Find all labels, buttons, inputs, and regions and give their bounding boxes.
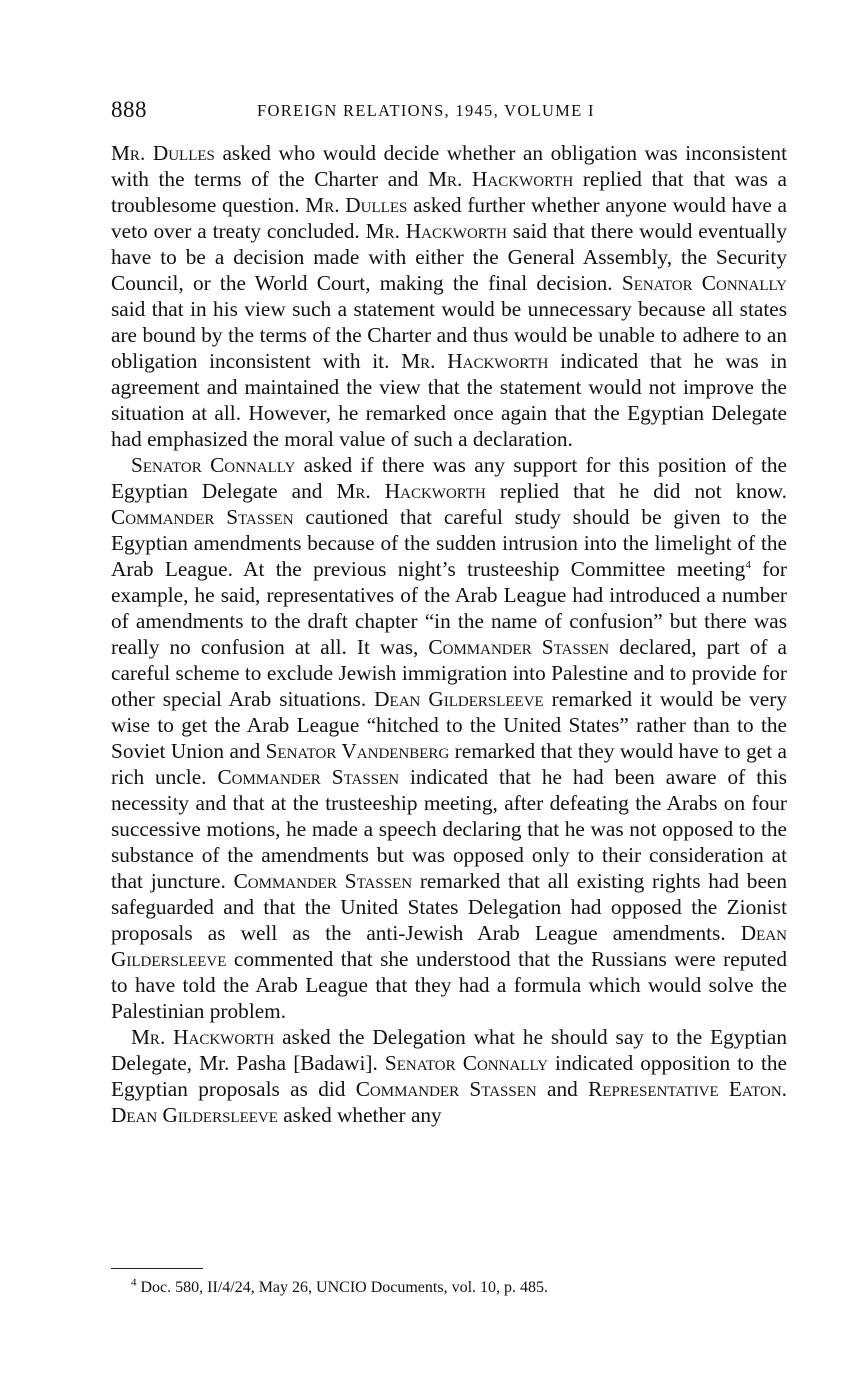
paragraph-text: remarked it would be very wise to get the Arab League “hitched to the United States” rather than to the Soviet Union and (111, 687, 787, 763)
paragraph-text: said that in his view such a statement would be unnecessary because all states are bound by the terms of the Charter and thus would be unable to adhere to an obligation inconsistent with it. (111, 297, 787, 373)
paragraph-text: remarked that they would have to get a rich uncle. (111, 739, 787, 789)
speaker-name: Representative Eaton (588, 1077, 782, 1101)
running-head: FOREIGN RELATIONS, 1945, VOLUME I (257, 101, 595, 120)
paragraph-text: . (781, 1077, 787, 1101)
paragraph-text: asked further whether anyone would have a veto over a treaty concluded. (111, 193, 787, 243)
speaker-name: Mr. Dulles (111, 141, 215, 165)
footnote-text: Doc. 580, II/4/24, May 26, UNCIO Documents, vol. 10, p. 485. (136, 1279, 549, 1296)
page-number: 888 (111, 97, 147, 122)
paragraph-2 (111, 452, 787, 1024)
paragraph-text: asked the Delegation what he should say to the Egyptian Delegate, Mr. Pasha [Badawi]. (111, 1025, 788, 1075)
paragraph-text: replied that he did not know. (485, 479, 787, 503)
paragraph-text: cautioned that careful study should be given to the Egyptian amendments because of the sudden intrusion into the limelight of the Arab League. At the previous night’s trusteeship Committee meeting (111, 505, 787, 581)
speaker-name: Dean Gildersleeve (111, 921, 787, 971)
speaker-name: Mr. Hackworth (336, 479, 486, 503)
paragraph-text: remarked that all existing rights had been safeguarded and that the United States Delegation had opposed the Zionist proposals as well as the anti-Jewish Arab League amendments. (111, 869, 787, 945)
speaker-name: Mr. Hackworth (401, 349, 549, 373)
paragraph-text: commented that she understood that the Russians were reputed to have told the Arab League that they had a formula which would solve the Palestinian problem. (111, 947, 787, 1023)
paragraph-text: indicated opposition to the Egyptian proposals as did (111, 1051, 787, 1101)
speaker-name: Mr. Hackworth (365, 219, 507, 243)
paragraph-3 (111, 1024, 787, 1128)
speaker-name: Commander Stassen (217, 765, 400, 789)
paragraph-1 (111, 140, 787, 452)
speaker-name: Senator Connally (621, 271, 787, 295)
speaker-name: Commander Stassen (428, 635, 610, 659)
speaker-name: Dean Gildersleeve (111, 1103, 278, 1127)
body-text (111, 140, 787, 1128)
paragraph-text: replied that that was a troublesome question. (111, 167, 787, 217)
speaker-name: Commander Stassen (355, 1077, 537, 1101)
speaker-name: Mr. Hackworth (428, 167, 574, 191)
page-header (111, 97, 787, 127)
paragraph-text: indicated that he had been aware of this necessity and that at the trusteeship meeting, after defeating the Arabs on four successive motions, he made a speech declaring that he was not opposed to the substance of the amendments but was opposed only to their consideration at that juncture. (111, 765, 787, 893)
footnote (131, 1278, 787, 1298)
speaker-name: Senator Vandenberg (265, 739, 450, 763)
footnote-reference[interactable]: 4 (745, 558, 751, 571)
speaker-name: Mr. Dulles (305, 193, 408, 217)
footnote-divider (111, 1268, 203, 1269)
speaker-name: Senator Connally (384, 1051, 548, 1075)
speaker-name: Senator Connally (131, 453, 296, 477)
paragraph-text: said that there would eventually have to be a decision made with either the General Assembly, the Security Council, or the World Court, making the final decision. (111, 219, 787, 295)
paragraph-text: and (536, 1077, 589, 1101)
speaker-name: Commander Stassen (111, 505, 294, 529)
paragraph-text: indicated that he was in agreement and maintained the view that the statement would not improve the situation at all. However, he remarked once again that the Egyptian Delegate had emphasized the moral value of such a declaration. (111, 349, 787, 451)
speaker-name: Mr. Hackworth (131, 1025, 275, 1049)
speaker-name: Dean Gildersleeve (374, 687, 544, 711)
paragraph-text: declared, part of a careful scheme to exclude Jewish immigration into Palestine and to provide for other special Arab situations. (111, 635, 787, 711)
paragraph-text: asked if there was any support for this position of the Egyptian Delegate and (111, 453, 787, 503)
speaker-name: Commander Stassen (233, 869, 413, 893)
footnote-mark: 4 (131, 1276, 137, 1289)
paragraph-text: asked whether any (277, 1103, 442, 1127)
paragraph-text: asked who would decide whether an obligation was inconsistent with the terms of the Charter and (111, 141, 787, 191)
paragraph-text: for example, he said, representatives of the Arab League had introduced a number of amendments to the draft chapter “in the name of confusion” but there was really no confusion at all. It was, (111, 557, 787, 659)
